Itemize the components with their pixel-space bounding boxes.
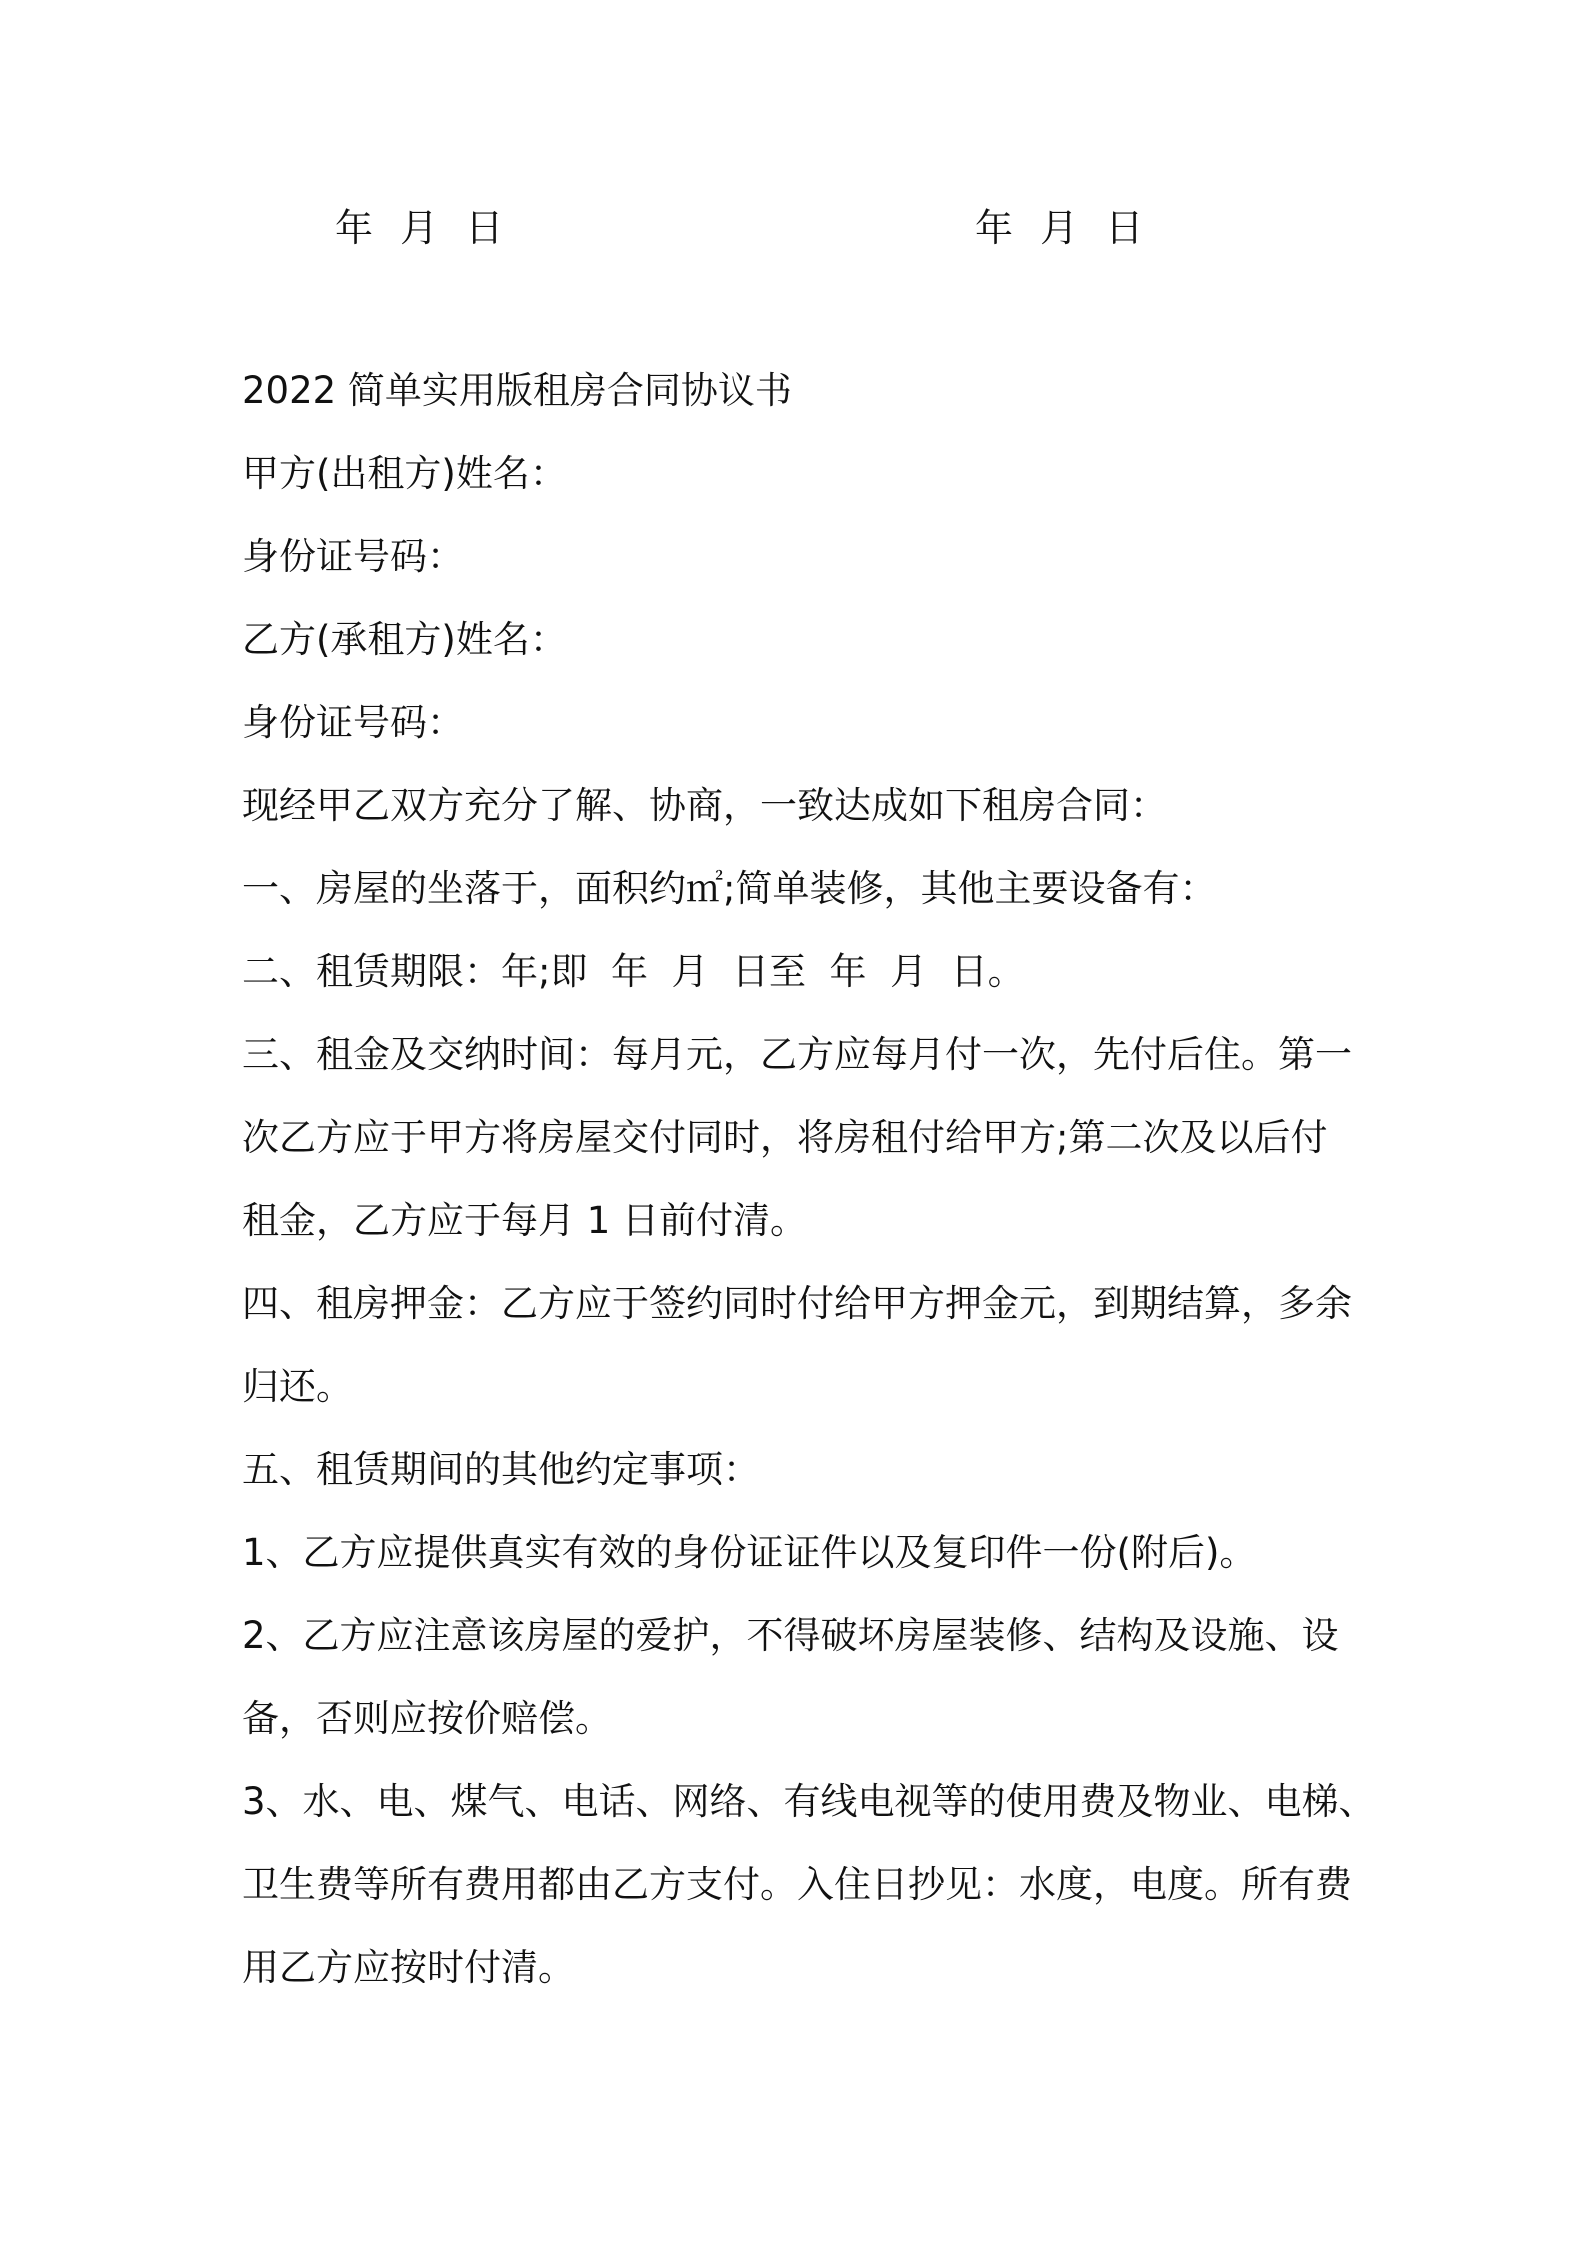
- signature-date-left: 年 月 日: [335, 206, 505, 250]
- item-3-line-3: 用乙方应按时付清。: [242, 1946, 575, 1989]
- clause-3-line-1: 三、租金及交纳时间：每月元，乙方应每月付一次，先付后住。第一: [242, 1033, 1352, 1076]
- clause-2: 二、租赁期限：年;即 年 月 日至 年 月 日。: [242, 950, 1025, 993]
- clause-1: 一、房屋的坐落于，面积约㎡;简单装修，其他主要设备有：: [242, 867, 1217, 910]
- contract-title: 2022 简单实用版租房合同协议书: [242, 369, 792, 412]
- party-a-name: 甲方(出租方)姓名：: [242, 452, 567, 495]
- item-2-line-2: 备，否则应按价赔偿。: [242, 1697, 612, 1740]
- clause-4-line-1: 四、租房押金：乙方应于签约同时付给甲方押金元，到期结算，多余: [242, 1282, 1352, 1325]
- clause-4-line-2: 归还。: [242, 1365, 353, 1408]
- item-3-line-1: 3、水、电、煤气、电话、网络、有线电视等的使用费及物业、电梯、: [242, 1780, 1376, 1823]
- party-a-id: 身份证号码：: [242, 535, 464, 578]
- preamble: 现经甲乙双方充分了解、协商，一致达成如下租房合同：: [242, 784, 1167, 827]
- signature-date-right: 年 月 日: [975, 206, 1145, 250]
- party-b-id: 身份证号码：: [242, 701, 464, 744]
- clause-3-line-3: 租金，乙方应于每月 1 日前付清。: [242, 1199, 808, 1242]
- item-2-line-1: 2、乙方应注意该房屋的爱护，不得破坏房屋装修、结构及设施、设: [242, 1614, 1339, 1657]
- party-b-name: 乙方(承租方)姓名：: [242, 618, 567, 661]
- item-3-line-2: 卫生费等所有费用都由乙方支付。入住日抄见：水度，电度。所有费: [242, 1863, 1352, 1906]
- clause-5-heading: 五、租赁期间的其他约定事项：: [242, 1448, 760, 1491]
- clause-3-line-2: 次乙方应于甲方将房屋交付同时，将房租付给甲方;第二次及以后付: [242, 1116, 1328, 1159]
- contract-body: [242, 363, 1376, 2023]
- item-1: 1、乙方应提供真实有效的身份证证件以及复印件一份(附后)。: [242, 1531, 1257, 1574]
